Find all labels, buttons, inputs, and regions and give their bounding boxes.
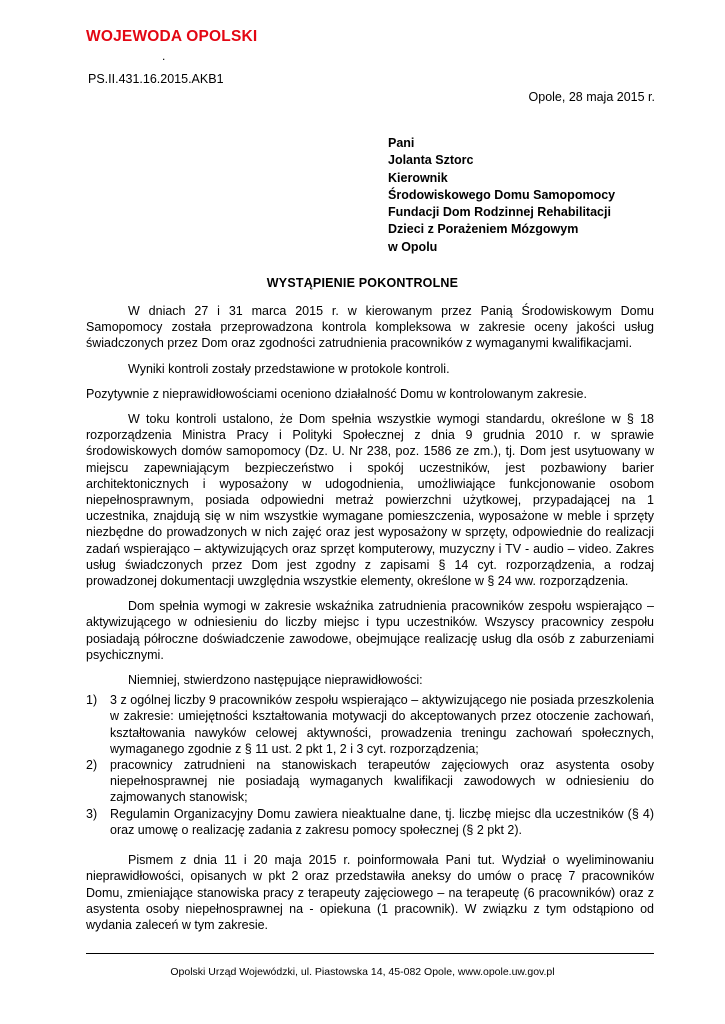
addressee-line: Dzieci z Porażeniem Mózgowym [388,222,579,237]
list-item-text: Regulamin Organizacyjny Domu zawiera nieaktualne dane, tj. liczbę miejsc dla uczestników (§ 4) oraz umowę o realizację zadania z zakresu pomocy społecznej (§ 2 pkt 2). [110,806,654,837]
list-item-text: 3 z ogólnej liczby 9 pracowników zespołu wspierająco – aktywizującego nie posiada przeszkolenia w zakresie: umiejętności kształtowania motywacji do akceptowanych przez otoczenie zachowań, kształtowania nawyków celowej aktywności, prowadzenia treningu zachowań społecznych, wymaganego zgodnie z § 11 ust. 2 pkt 1, 2 i 3 cyt. rozporządzenia; [110,693,654,756]
paragraph-irregularities-intro: Niemniej, stwierdzono następujące nieprawidłowości: [128,673,423,688]
addressee-line: Jolanta Sztorc [388,153,474,168]
paragraph-findings-standard: W toku kontroli ustalono, że Dom spełnia wszystkie wymogi standardu, określone w § 18 rozporządzenia Ministra Pracy i Polityki Społecznej z dnia 9 grudnia 2010 r. w sprawie środowiskowych domów samopomocy (Dz. U. Nr 238, poz. 1586 ze zm.), tj. Dom jest usytuowany w miejscu zapewniającym bezpieczeństwo i spokój uczestników, jest pozbawiony barier architektonicznych i wyposażony w udogodnienia, umożliwiające funkcjonowanie osobom niepełnosprawnym, posiada odpowiedni metraż powierzchni użytkowej, przypadającej na 1 uczestnika, znajdują się w nim wszystkie wymagane pomieszczenia, wyposażone w meble i sprzęty niezbędne do prowadzonych w nich zajęć oraz jest wyposażony w sprzęty, odpowiednie do realizacji zadań wspierająco – aktywizujących oraz sprzęt komputerowy, muzyczny i TV - audio – video. Zakres usług świadczonych przez Dom jest zgodny z zapisami § 14 cyt. rozporządzenia, a rodzaj prowadzonej dokumentacji uwzględnia wszystkie elementy, określone w § 24 ww. rozporządzenia. [86,412,654,589]
addressee-line: Fundacji Dom Rodzinnej Rehabilitacji [388,205,611,220]
addressee-line: Kierownik [388,170,448,185]
paragraph-results: Wyniki kontroli zostały przedstawione w protokole kontroli. [128,361,450,376]
letterhead-title: WOJEWODA OPOLSKI [86,28,258,45]
addressee-line: w Opolu [388,239,438,254]
list-item-text: pracownicy zatrudnieni na stanowiskach terapeutów zajęciowych oraz asystenta osoby niepełnosprawnej nie posiadają wymaganych kwalifikacji zawodowych w odniesieniu do zajmowanych stanowisk; [110,758,654,805]
letterhead-dot: . [162,49,166,63]
footer-address: Opolski Urząd Wojewódzki, ul. Piastowska 14, 45-082 Opole, www.opole.uw.gov.pl [170,966,555,978]
paragraph-intro: W dniach 27 i 31 marca 2015 r. w kierowanym przez Panią Środowiskowym Domu Samopomocy została przeprowadzona kontrola kompleksowa w zakresie oceny jakości usług świadczonych przez Dom oraz zgodności zatrudnienia pracowników z wymaganymi kwalifikacjami. [86,304,654,351]
footer-divider [86,953,654,954]
list-item [86,806,654,838]
date-line: Opole, 28 maja 2015 r. [528,90,655,104]
list-item-number: 2) [86,758,98,773]
paragraph-assessment: Pozytywnie z nieprawidłowościami oceniono działalność Domu w kontrolowanym zakresie. [86,386,587,401]
document-title: WYSTĄPIENIE POKONTROLNE [266,276,459,290]
list-item [86,692,654,757]
list-item-number: 1) [86,693,98,708]
letter-body [86,303,654,933]
reference-number: PS.II.431.16.2015.AKB1 [88,72,224,86]
addressee-line: Środowiskowego Domu Samopomocy [388,187,616,202]
paragraph-resolution: Pismem z dnia 11 i 20 maja 2015 r. poinformowała Pani tut. Wydział o wyeliminowaniu nieprawidłowości, opisanych w pkt 2 oraz przedstawiła aneksy do umów o pracę 7 pracowników Domu, zmieniające stanowiska pracy z terapeuty zajęciowego – na terapeutę (6 pracowników) oraz z asystenta osoby niepełnosprawnej na - opiekuna (1 pracownik). W związku z tym odstąpiono od wydania zaleceń w tym zakresie. [86,853,654,932]
addressee-block [388,135,615,256]
irregularities-list [86,692,654,838]
list-item-number: 3) [86,806,98,821]
list-item [86,757,654,806]
paragraph-staffing: Dom spełnia wymogi w zakresie wskaźnika zatrudnienia pracowników zespołu wspierająco – aktywizującego w odniesieniu do liczby miejsc i typu uczestników. Wszyscy pracownicy zespołu posiadają półroczne doświadczenie zawodowe, obejmujące realizację usług dla osób z zaburzeniami psychicznymi. [86,599,654,662]
addressee-line: Pani [388,136,415,150]
